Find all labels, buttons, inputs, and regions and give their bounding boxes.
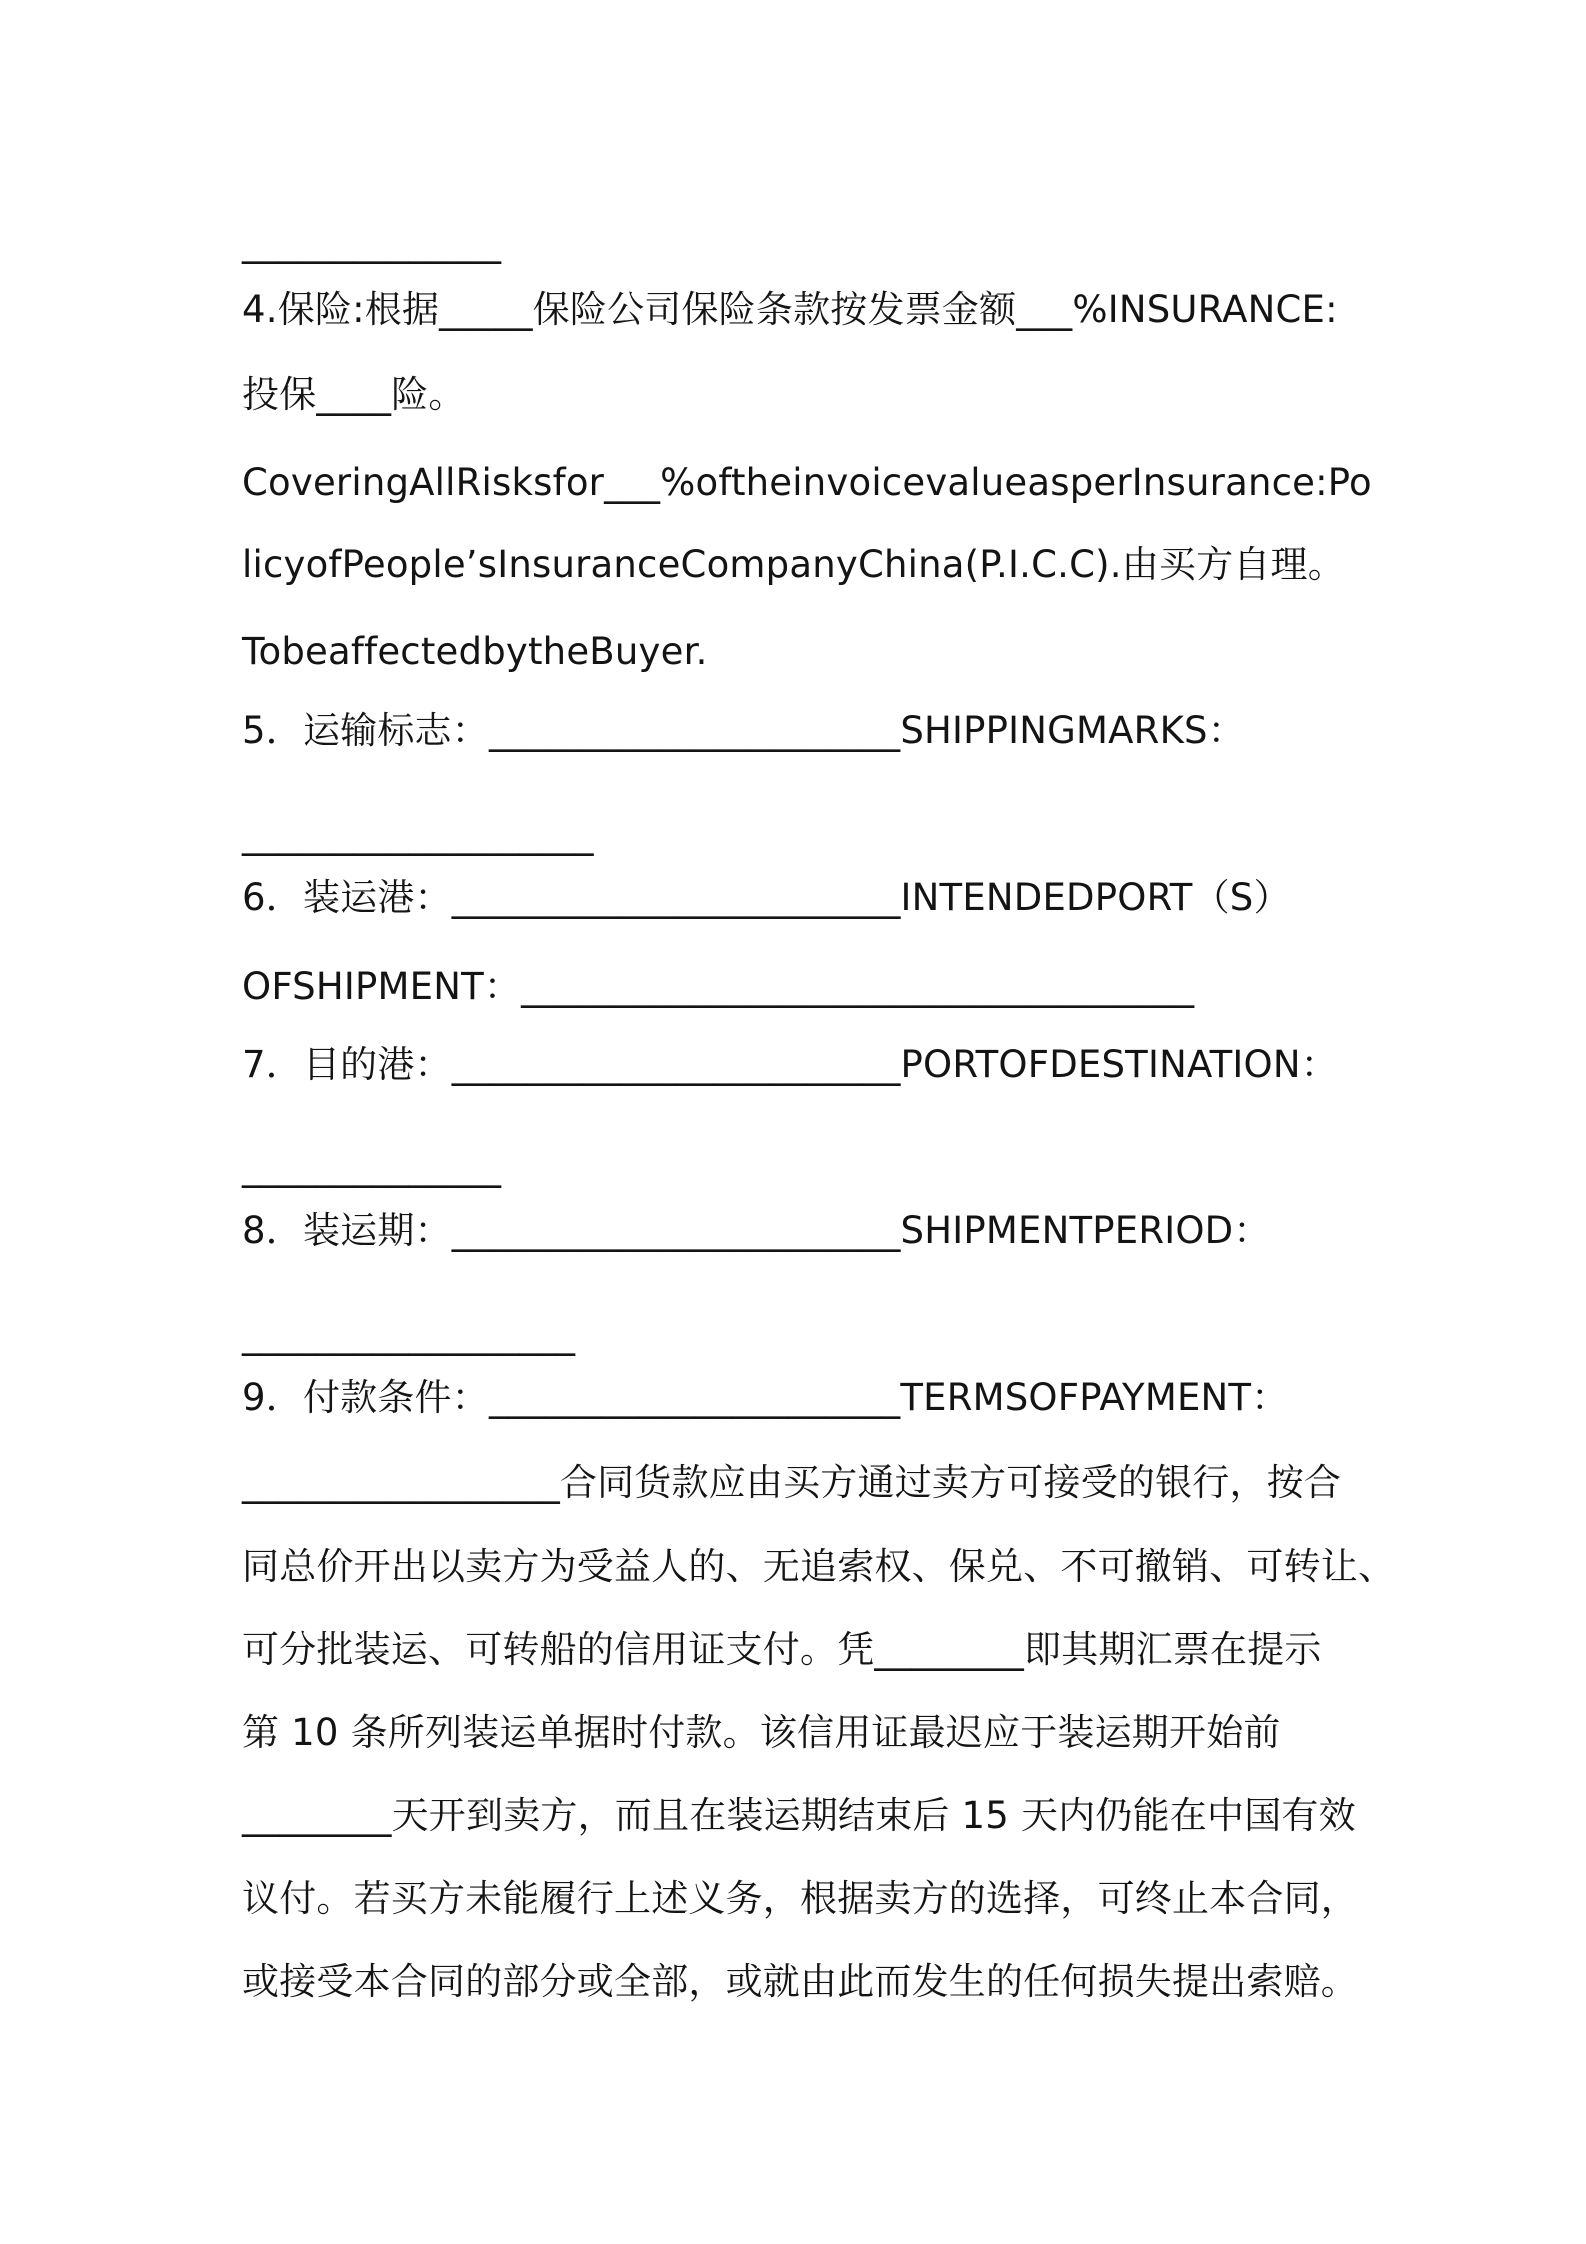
clause-9-text-line-1: _________________合同货款应由买方通过卖方可接受的银行，按合 xyxy=(242,1461,1342,1504)
clause-9-text-line-7: 或接受本合同的部分或全部，或就由此而发生的任何损失提出索赔。 xyxy=(242,1960,1358,2003)
clause-8-shipment-period: 8．装运期：________________________SHIPMENTPERIOD： xyxy=(242,1209,1271,1252)
clause-4-english-line-3: TobeaffectedbytheBuyer. xyxy=(242,630,708,673)
clause-6-port-of-shipment-line-1: 6．装运港：________________________INTENDEDPORT（S） xyxy=(242,876,1291,919)
clause-4-insurance-line-2: 投保____险。 xyxy=(242,373,466,416)
blank-line: ___________________ xyxy=(242,813,594,856)
clause-4-english-line-2: licyofPeople’sInsuranceCompanyChina(P.I.C.C).由买方自理。 xyxy=(242,543,1345,586)
clause-9-text-line-4: 第 10 条所列装运单据时付款。该信用证最迟应于装运期开始前 xyxy=(242,1711,1281,1754)
clause-6-port-of-shipment-line-2: OFSHIPMENT：____________________________________ xyxy=(242,965,1195,1008)
clause-9-text-line-6: 议付。若买方未能履行上述义务，根据卖方的选择，可终止本合同， xyxy=(242,1877,1358,1920)
clause-9-text-line-2: 同总价开出以卖方为受益人的、无追索权、保兑、不可撤销、可转让、 xyxy=(242,1545,1396,1588)
clause-9-text-line-3: 可分批装运、可转船的信用证支付。凭________即其期汇票在提示 xyxy=(242,1628,1322,1671)
blank-line: ______________ xyxy=(242,221,501,264)
clause-9-text-line-5: ________天开到卖方，而且在装运期结束后 15 天内仍能在中国有效 xyxy=(242,1794,1356,1837)
blank-line: __________________ xyxy=(242,1313,575,1356)
clause-9-terms-of-payment: 9．付款条件：______________________TERMSOFPAYMENT： xyxy=(242,1376,1289,1419)
clause-4-insurance-line-1: 4.保险:根据_____保险公司保险条款按发票金额___%INSURANCE: xyxy=(242,288,1338,331)
clause-7-port-of-destination: 7．目的港：________________________PORTOFDESTINATION： xyxy=(242,1043,1338,1086)
clause-4-english-line-1: CoveringAllRisksfor___%oftheinvoicevalueasperInsurance:Po xyxy=(242,461,1372,504)
blank-line: ______________ xyxy=(242,1145,501,1188)
clause-5-shipping-marks: 5．运输标志：______________________SHIPPINGMARKS： xyxy=(242,709,1245,752)
